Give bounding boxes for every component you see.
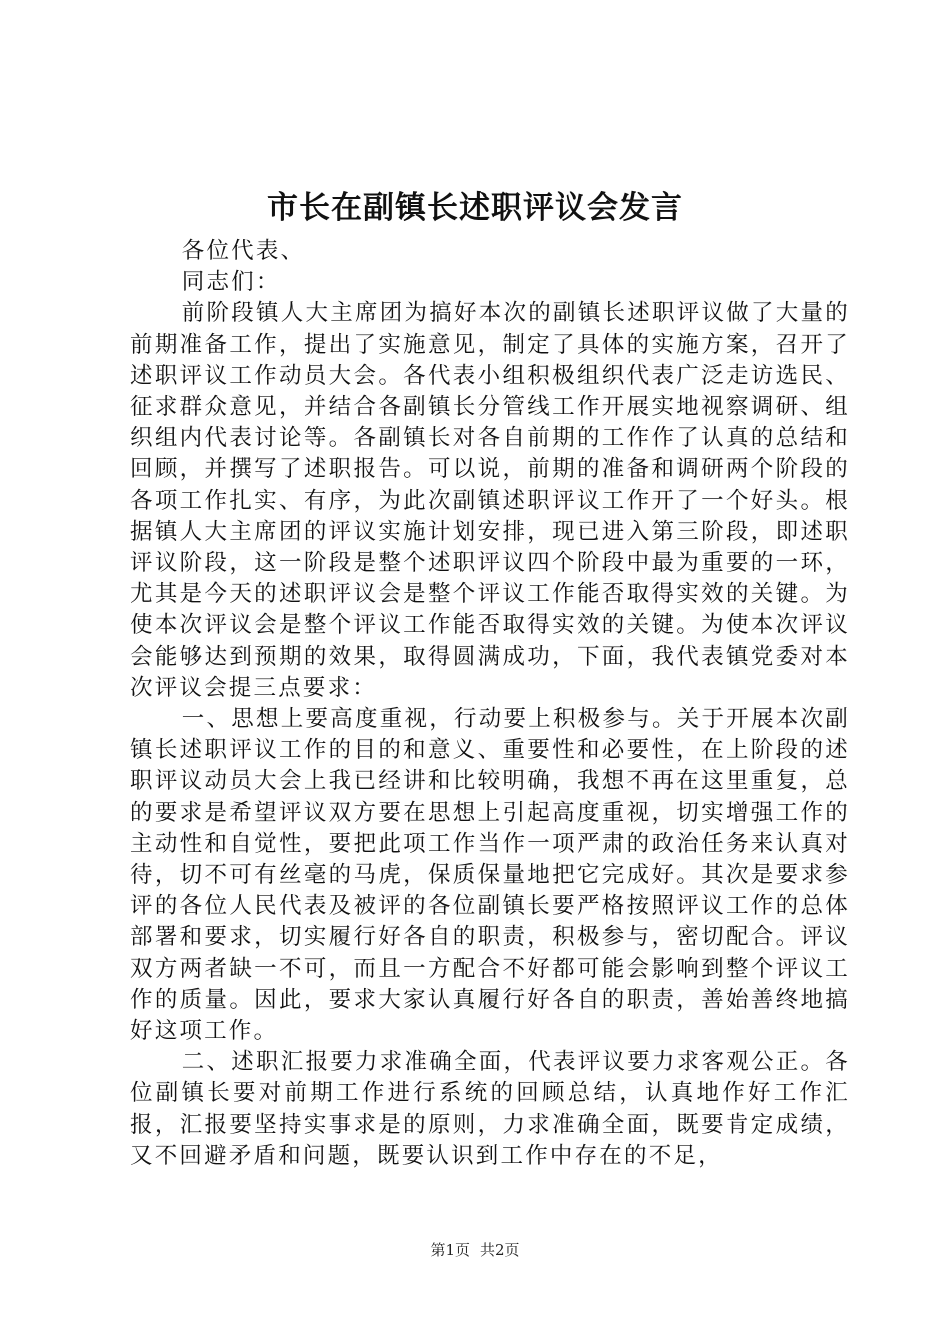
document-title: 市长在副镇长述职评议会发言	[267, 190, 683, 226]
page-footer	[0, 1240, 950, 1260]
body-paragraph: 一、思想上要高度重视，行动要上积极参与。关于开展本次副镇长述职评议工作的目的和意义、重要性和必要性，在上阶段的述职评议动员大会上我已经讲和比较明确，我想不再在这里重复，总的要求是希望评议双方要在思想上引起高度重视，切实增强工作的主动性和自觉性，要把此项工作当作一项严肃的政治任务来认真对待，切不可有丝毫的马虎，保质保量地把它完成好。其次是要求参评的各位人民代表及被评的各位副镇长要严格按照评议工作的总体部署和要求，切实履行好各自的职责，积极参与，密切配合。评议双方两者缺一不可，而且一方配合不好都可能会影响到整个评议工作的质量。因此，要求大家认真履行好各自的职责，善始善终地搞好这项工作。	[130, 706, 850, 1045]
body-paragraph: 前阶段镇人大主席团为搞好本次的副镇长述职评议做了大量的前期准备工作，提出了实施意见，制定了具体的实施方案，召开了述职评议工作动员大会。各代表小组积极组织代表广泛走访选民、征求群众意见，并结合各副镇长分管线工作开展实地视察调研、组织组内代表讨论等。各副镇长对各自前期的工作作了认真的总结和回顾，并撰写了述职报告。可以说，前期的准备和调研两个阶段的各项工作扎实、有序，为此次副镇述职评议工作开了一个好头。根据镇人大主席团的评议实施计划安排，现已进入第三阶段，即述职评议阶段，这一阶段是整个述职评议四个阶段中最为重要的一环，尤其是今天的述职评议会是整个评议工作能否取得实效的关键。为使本次评议会是整个评议工作能否取得实效的关键。为使本次评议会能够达到预期的效果，取得圆满成功，下面，我代表镇党委对本次评议会提三点要求：	[130, 300, 850, 701]
salutation-line: 各位代表、	[181, 238, 306, 264]
page-total: 共2页	[480, 1241, 520, 1259]
page-number: 第1页	[430, 1241, 470, 1259]
document-body	[130, 236, 850, 1172]
body-paragraph: 二、述职汇报要力求准确全面，代表评议要力求客观公正。各位副镇长要对前期工作进行系统的回顾总结，认真地作好工作汇报，汇报要坚持实事求是的原则，力求准确全面，既要肯定成绩，又不回避矛盾和问题，既要认识到工作中存在的不足，	[130, 1049, 850, 1169]
salutation-line: 同志们：	[181, 269, 281, 296]
